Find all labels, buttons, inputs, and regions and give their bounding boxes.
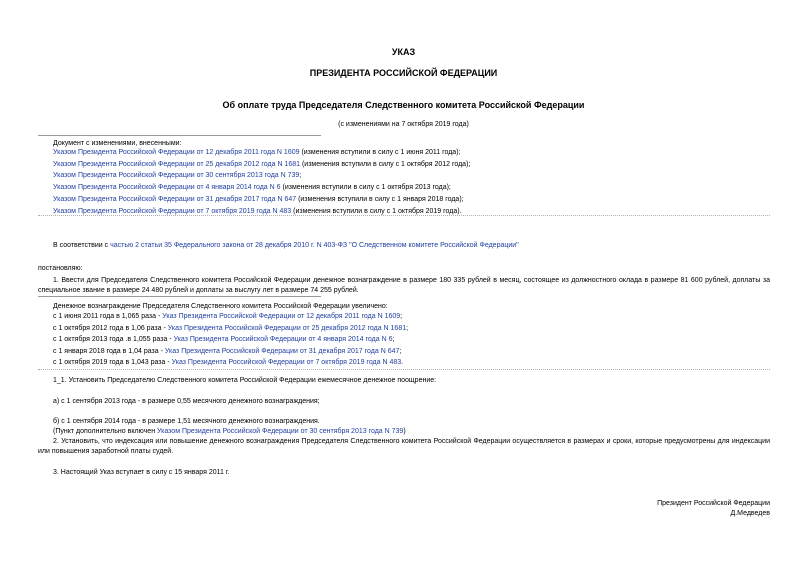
increase-end: ; bbox=[392, 336, 395, 343]
change-item bbox=[53, 171, 301, 180]
signature-name: Д.Медведев bbox=[730, 510, 770, 517]
increase-text: с 1 октября 2012 года в 1,06 раза - bbox=[53, 324, 168, 332]
note-prefix: (Пункт дополнительно включен bbox=[53, 428, 158, 435]
increase-item bbox=[53, 358, 403, 367]
paragraph-1-1-note bbox=[53, 427, 406, 436]
amending-decree-link[interactable]: Указом Президента Российской Федерации от 30 сентября 2013 года N 739 bbox=[53, 172, 300, 180]
change-item bbox=[53, 195, 464, 204]
increase-top-rule bbox=[38, 296, 321, 297]
change-note: (изменения вступили в силу с 1 января 2018 года); bbox=[296, 195, 464, 203]
amending-decree-link[interactable]: Указом Президента Российской Федерации от 12 декабря 2011 года N 1609 bbox=[53, 149, 300, 156]
increase-end: ; bbox=[399, 347, 402, 355]
increase-end: ; bbox=[400, 313, 403, 320]
document-title: Об оплате труда Председателя Следственного комитета Российской Федерации bbox=[222, 100, 585, 110]
decree-739-link[interactable]: Указом Президента Российской Федерации от 30 сентября 2013 года N 739 bbox=[157, 428, 404, 435]
amending-decree-link[interactable]: Указом Президента Российской Федерации от 25 декабря 2012 года N 1681 bbox=[53, 160, 301, 168]
paragraph-1-1-a: а) с 1 сентября 2013 года - в размере 0,55 месячного денежного вознаграждения; bbox=[53, 398, 320, 405]
increase-end: ; bbox=[406, 324, 409, 332]
resolve-text: постановляю: bbox=[38, 265, 83, 272]
change-item bbox=[53, 148, 460, 157]
increase-decree-link[interactable]: Указ Президента Российской Федерации от 12 декабря 2011 года N 1609 bbox=[162, 313, 401, 320]
preamble bbox=[53, 241, 519, 250]
paragraph-3: 3. Настоящий Указ вступает в силу с 15 января 2011 г. bbox=[53, 469, 230, 476]
amendments-note: (с изменениями на 7 октября 2019 года) bbox=[338, 121, 469, 128]
paragraph-1-1: 1_1. Установить Председателю Следственного комитета Российской Федерации ежемесячное денежное поощрение: bbox=[53, 377, 437, 384]
paragraph-1: 1. Ввести для Председателя Следственного комитета Российской Федерации денежное вознаграждение в размере 180 335 рублей в месяц, состоящее из должностного оклада в размере 81 600 рублей, доплаты за специальное звание в размере 24 480 рублей и доплаты за выслугу лет в размере 74 255 рублей. bbox=[38, 277, 770, 294]
paragraph-1-1-b: б) с 1 сентября 2014 года - в размере 1,51 месячного денежного вознаграждения. bbox=[53, 418, 320, 425]
amending-decree-link[interactable]: Указом Президента Российской Федерации от 4 января 2014 года N 6 bbox=[53, 184, 281, 192]
change-item bbox=[53, 183, 451, 192]
federal-law-link[interactable]: частью 2 статьи 35 Федерального закона от 28 декабря 2010 г. N 403-ФЗ "О Следственном комитете Российской Федерации" bbox=[110, 242, 519, 249]
issuer-heading: ПРЕЗИДЕНТА РОССИЙСКОЙ ФЕДЕРАЦИИ bbox=[309, 68, 498, 78]
preamble-prefix: В соответствии с bbox=[53, 242, 111, 249]
increase-end: . bbox=[401, 359, 404, 366]
increase-intro: Денежное вознаграждение Председателя Следственного комитета Российской Федерации увеличено: bbox=[53, 303, 388, 310]
increase-bottom-rule bbox=[38, 369, 770, 370]
changes-top-rule bbox=[38, 135, 321, 136]
increase-text: с 1 января 2018 года в 1,04 раза - bbox=[53, 347, 165, 355]
increase-decree-link[interactable]: Указ Президента Российской Федерации от 25 декабря 2012 года N 1681 bbox=[167, 324, 407, 332]
change-note: (изменения вступили в силу с 1 октября 2013 года); bbox=[280, 184, 451, 192]
signature-position: Президент Российской Федерации bbox=[657, 500, 770, 507]
changes-intro: Документ с изменениями, внесенными: bbox=[53, 140, 182, 147]
increase-text: с 1 июня 2011 года в 1,065 раза - bbox=[53, 313, 163, 320]
changes-bottom-rule bbox=[38, 215, 770, 216]
increase-item bbox=[53, 312, 402, 321]
increase-text: с 1 октября 2019 года в 1,043 раза - bbox=[53, 359, 172, 366]
amending-decree-link[interactable]: Указом Президента Российской Федерации от 7 октября 2019 года N 483 bbox=[53, 207, 292, 215]
amending-decree-link[interactable]: Указом Президента Российской Федерации от 31 декабря 2017 года N 647 bbox=[53, 195, 297, 203]
paragraph-2: 2. Установить, что индексация или повышение денежного вознаграждения Председателя Следственного комитета Российской Федерации осуществляется в размерах и сроки, которые предусмотрены для индексации или повышения заработной платы судей. bbox=[38, 438, 770, 455]
increase-item bbox=[53, 347, 401, 356]
increase-text: с 1 октября 2013 года .в 1,055 раза - bbox=[53, 336, 174, 343]
note-end: ) bbox=[403, 428, 406, 435]
increase-decree-link[interactable]: Указ Президента Российской Федерации от 31 декабря 2017 года N 647 bbox=[164, 347, 400, 355]
change-note: (изменения вступили в силу с 1 октября 2012 года); bbox=[300, 160, 471, 168]
change-note: (изменения вступили в силу с 1 июня 2011 года); bbox=[299, 149, 461, 156]
increase-item bbox=[53, 335, 394, 344]
decree-heading: УКАЗ bbox=[391, 47, 416, 57]
change-item bbox=[53, 160, 470, 169]
increase-decree-link[interactable]: Указ Президента Российской Федерации от 4 января 2014 года N 6 bbox=[173, 336, 393, 343]
increase-item bbox=[53, 324, 408, 333]
increase-decree-link[interactable]: Указ Президента Российской Федерации от 7 октября 2019 года N 483 bbox=[171, 359, 402, 366]
change-note: ; bbox=[299, 172, 302, 180]
change-note: (изменения вступили в силу с 1 октября 2019 года). bbox=[291, 207, 462, 215]
